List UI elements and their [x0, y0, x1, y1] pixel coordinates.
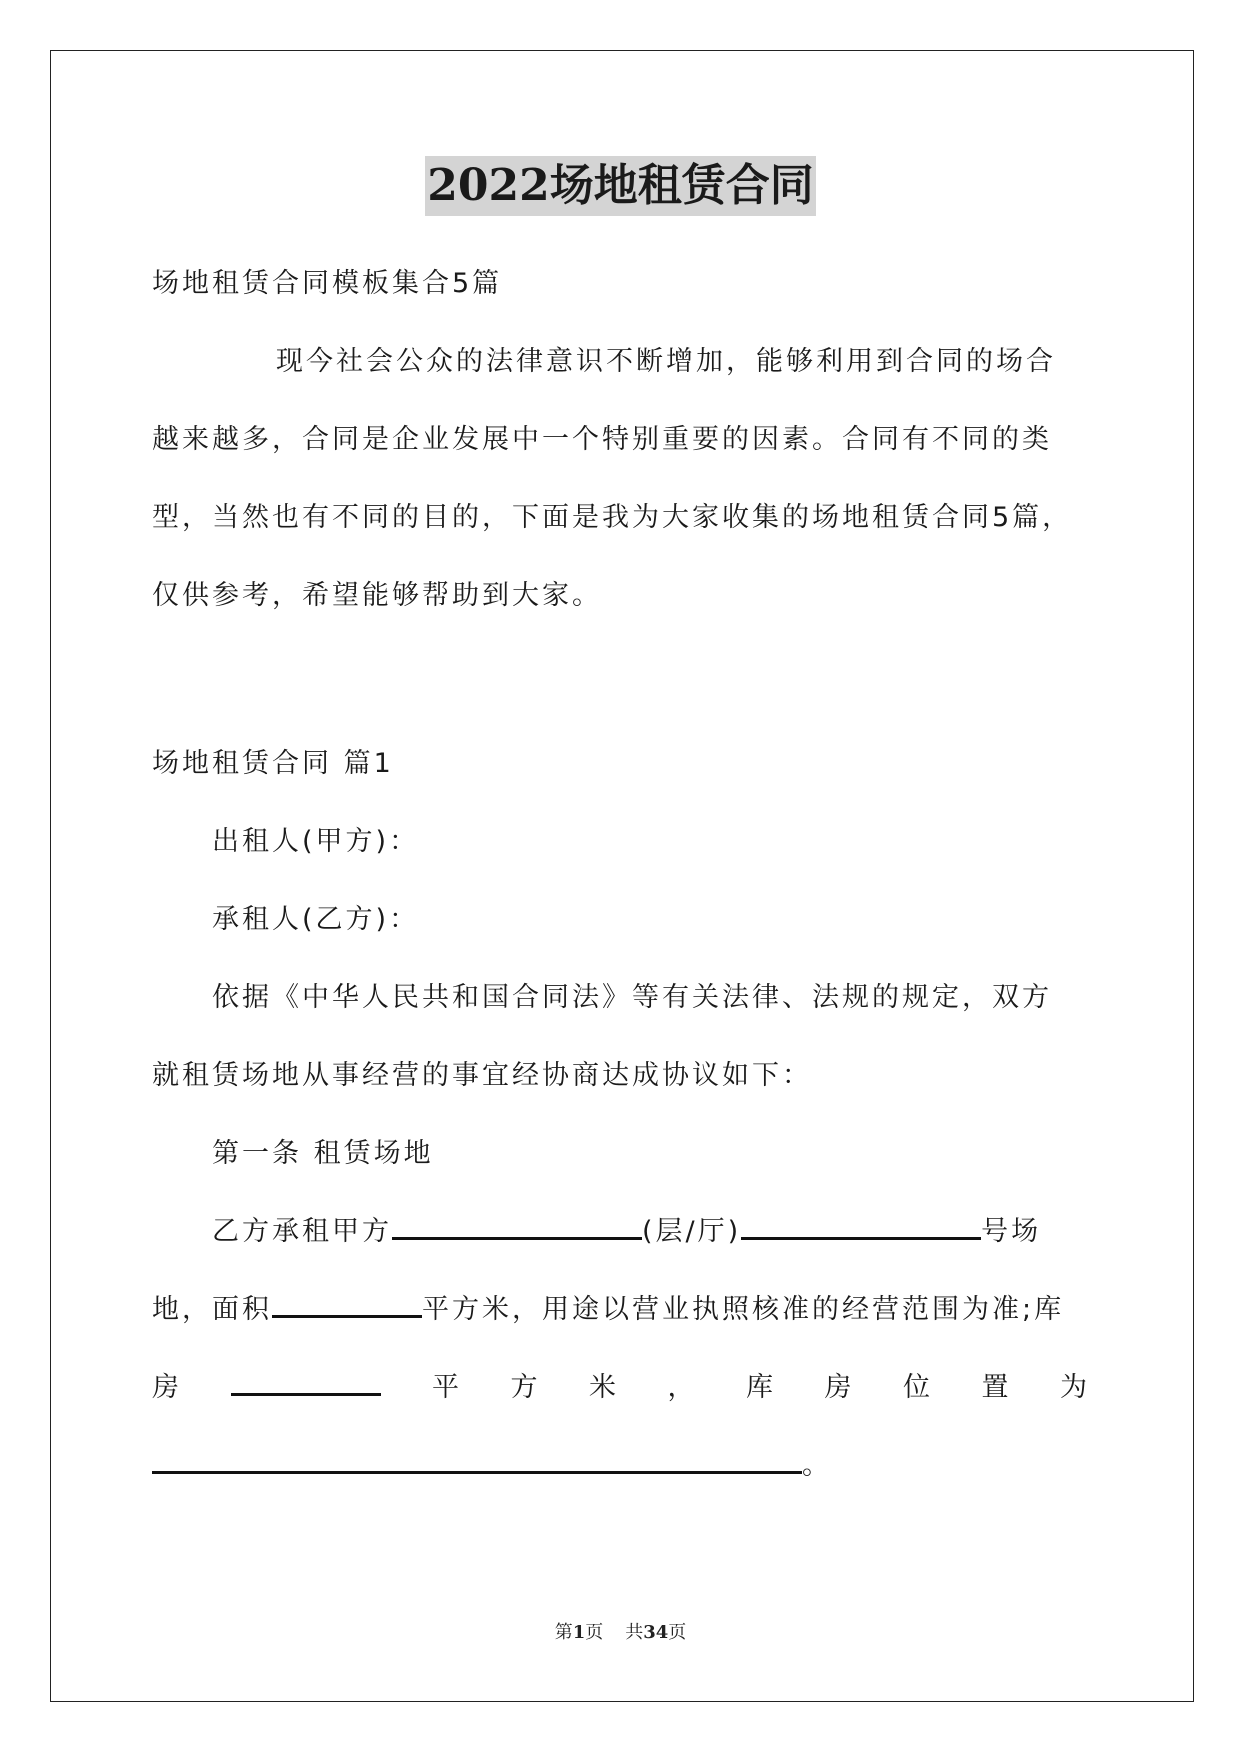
article1-line-2-text-b: 平方米，用途以营业执照核准的经营范围为准;库: [422, 1294, 1065, 1325]
footer-page-number: 1: [572, 1622, 586, 1643]
line3-char-5: ，: [667, 1372, 695, 1403]
article1-line-4-end: 。: [802, 1450, 832, 1481]
lessor-line: 出租人(甲方)：: [212, 826, 420, 857]
line3-char-7: 房: [824, 1372, 852, 1403]
document-subtitle: 场地租赁合同模板集合5篇: [152, 268, 503, 299]
basis-line-2: 就租赁场地从事经营的事宜经协商达成协议如下：: [152, 1060, 812, 1091]
intro-line-2: 越来越多，合同是企业发展中一个特别重要的因素。合同有不同的类: [152, 424, 1052, 455]
article1-line-1-text-a: 乙方承租甲方: [212, 1216, 392, 1247]
article1-line-4: [152, 1446, 832, 1486]
article1-line-1-text-c: 号场: [981, 1216, 1042, 1247]
venue-number-blank: [741, 1217, 981, 1240]
intro-line-1: 现今社会公众的法律意识不断增加，能够利用到合同的场合: [276, 346, 1056, 377]
line3-char-6: 库: [746, 1372, 773, 1403]
document-title: 2022场地租赁合同: [425, 156, 815, 216]
footer-total-suffix: 页: [668, 1622, 687, 1643]
line3-char-1: 房: [152, 1372, 179, 1403]
article1-line-1-text-b: (层/厅): [642, 1216, 742, 1247]
article1-line-2: [152, 1290, 1064, 1330]
section-heading: 场地租赁合同 篇1: [152, 748, 394, 779]
line3-char-4: 米: [589, 1372, 616, 1403]
area-blank: [272, 1295, 422, 1318]
article1-title: 第一条 租赁场地: [212, 1138, 434, 1169]
basis-line-1: 依据《中华人民共和国合同法》等有关法律、法规的规定，双方: [212, 982, 1052, 1013]
footer-page-prefix: 第: [554, 1622, 573, 1643]
footer-total-prefix: 共: [625, 1622, 644, 1643]
warehouse-area-blank: [231, 1373, 381, 1396]
intro-line-4: 仅供参考，希望能够帮助到大家。: [152, 580, 602, 611]
footer-total-pages: 34: [643, 1622, 669, 1643]
line3-char-10: 为: [1060, 1372, 1087, 1403]
article1-line-2-text-a: 地，面积: [152, 1294, 272, 1325]
intro-line-3: 型，当然也有不同的目的，下面是我为大家收集的场地租赁合同5篇，: [152, 502, 1073, 533]
page-footer: [0, 1621, 1241, 1645]
warehouse-location-blank: [152, 1451, 802, 1474]
lessee-line: 承租人(乙方)：: [212, 904, 420, 935]
line3-char-2: 平: [432, 1372, 459, 1403]
floor-blank: [392, 1217, 642, 1240]
article1-line-3: [152, 1368, 1087, 1408]
line3-char-9: 置: [981, 1372, 1009, 1403]
title-container: [0, 156, 1241, 216]
article1-line-1: [212, 1212, 1041, 1252]
line3-char-8: 位: [903, 1372, 930, 1403]
line3-char-3: 方: [510, 1372, 538, 1403]
footer-page-suffix: 页: [585, 1622, 604, 1643]
